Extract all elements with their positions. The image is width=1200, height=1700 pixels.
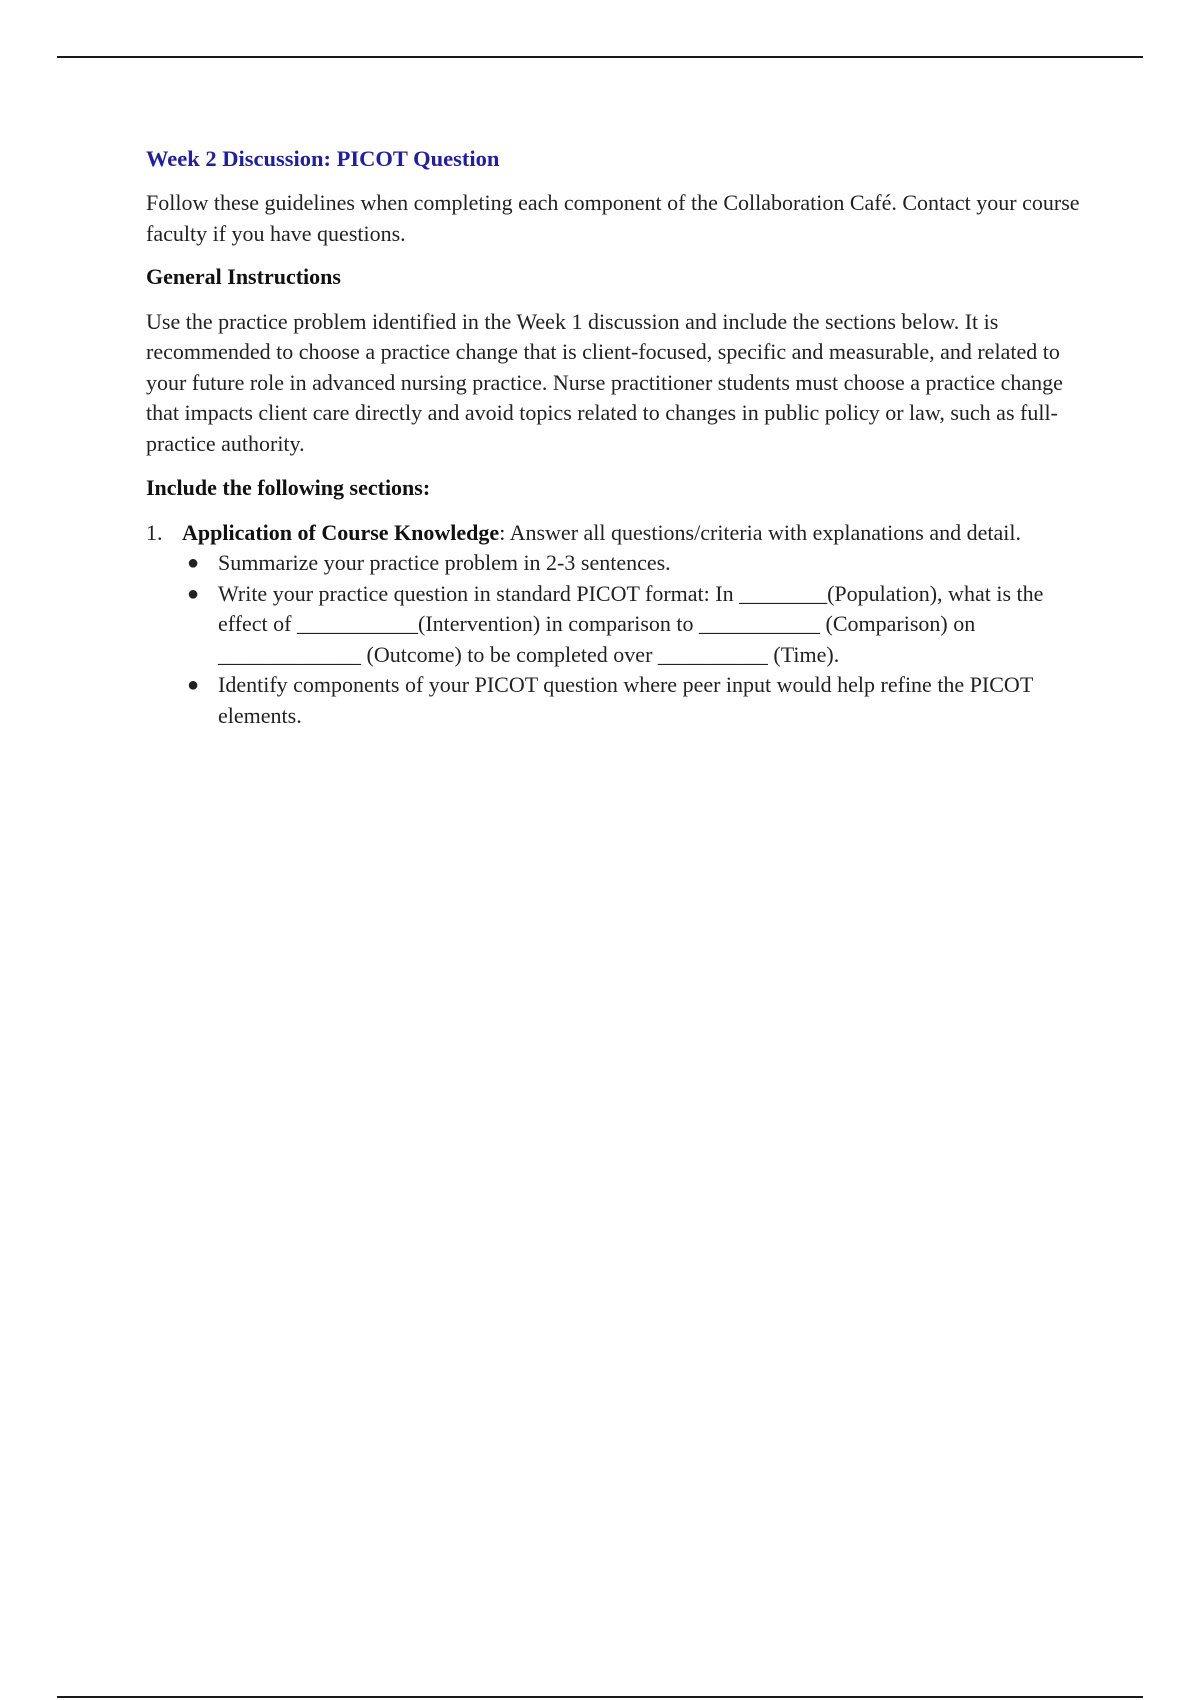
- bullet-icon: ●: [187, 674, 200, 696]
- bullet-icon: ●: [187, 582, 200, 605]
- top-divider: [57, 56, 1143, 58]
- sections-list: [146, 518, 1096, 732]
- bullet-item: [182, 670, 1096, 731]
- section-title: Application of Course Knowledge: [182, 519, 500, 545]
- bullet-text: Identify components of your PICOT question where peer input would help refine the PICOT elements.: [218, 672, 1033, 728]
- bullet-item: [182, 548, 1096, 579]
- intro-paragraph: Follow these guidelines when completing each component of the Collaboration Café. Contact your course faculty if you have questions.: [146, 190, 1080, 246]
- section-number: 1.: [146, 519, 163, 545]
- bottom-divider: [57, 1696, 1143, 1698]
- page-title: Week 2 Discussion: PICOT Question: [146, 146, 500, 171]
- document-body: [146, 144, 1096, 731]
- general-instructions-heading: General Instructions: [146, 264, 341, 289]
- bullet-item: [182, 579, 1096, 671]
- section-bullets: [182, 548, 1096, 731]
- bullet-text: Write your practice question in standard PICOT format: In ________(Population), what is the effect of ___________(Intervention) in comparison to ___________ (Comparison) on _____________ (Outcome) to be completed over __________ (Time).: [218, 580, 1044, 667]
- section-item: [146, 518, 1096, 732]
- bullet-text: Summarize your practice problem in 2-3 sentences.: [218, 550, 671, 575]
- sections-heading: Include the following sections:: [146, 475, 431, 500]
- bullet-icon: ●: [187, 552, 200, 574]
- general-instructions-paragraph: Use the practice problem identified in the Week 1 discussion and include the sections below. It is recommended to choose a practice change that is client-focused, specific and measurable, and related to your future role in advanced nursing practice. Nurse practitioner students must choose a practice change that impacts client care directly and avoid topics related to changes in public policy or law, such as full-practice authority.: [146, 308, 1063, 456]
- section-description: : Answer all questions/criteria with explanations and detail.: [499, 519, 1021, 545]
